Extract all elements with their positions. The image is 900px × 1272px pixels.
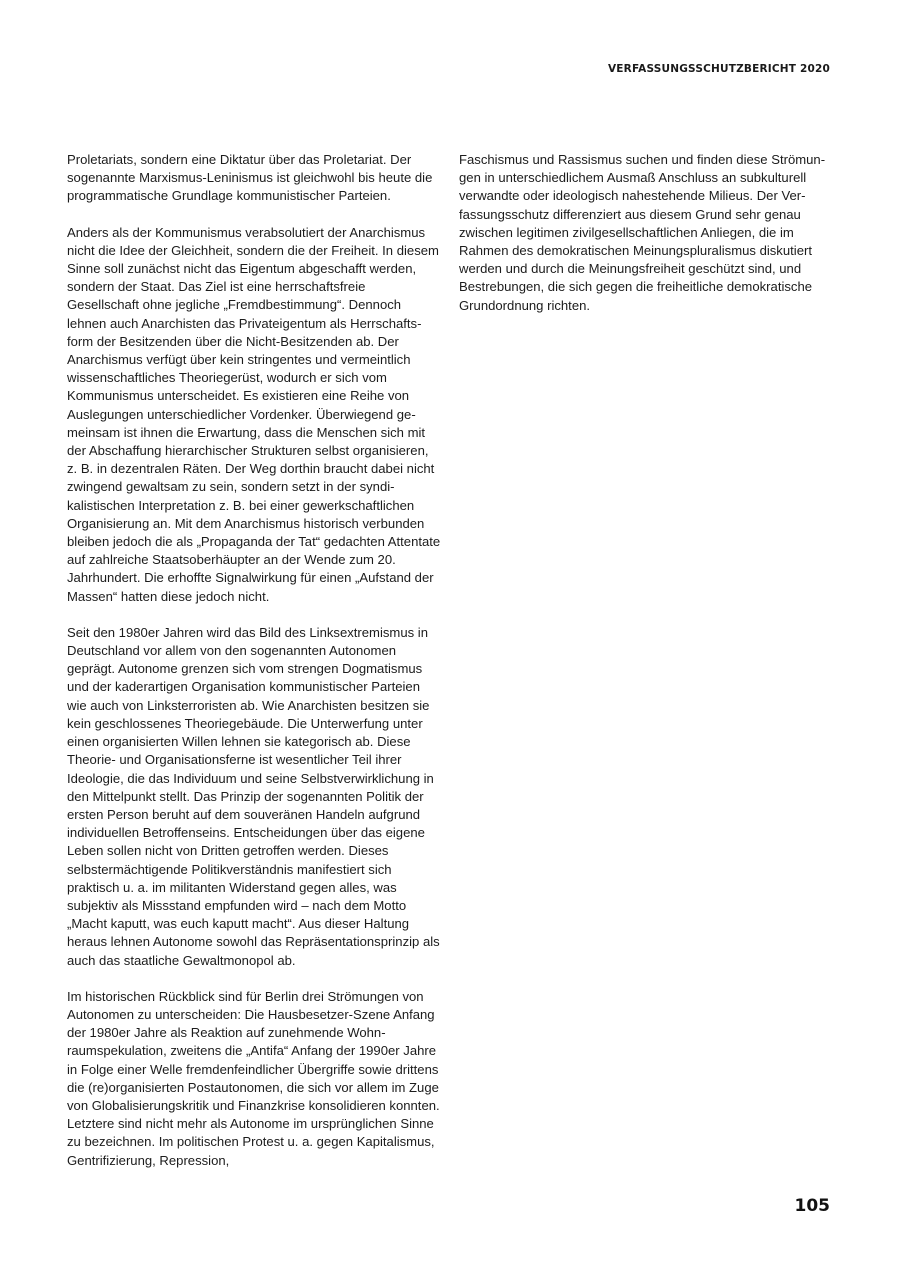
right-text-column [459, 151, 833, 333]
page-number: 105 [794, 1196, 830, 1216]
paragraph: Faschismus und Rassismus suchen und finden diese Strömungen in unterschiedlichem Ausmaß Anschluss an subkulturell verwandte oder ideologisch nahestehende Milieus. Der Verfassungsschutz differenziert aus diesem Grund sehr genau zwischen legitimen zivilgesellschaftlichen Anliegen, die im Rahmen des demokratischen Meinungspluralismus diskutiert werden und durch die Meinungsfreiheit geschützt sind, und Bestrebungen, die sich gegen die freiheitliche demokratische Grundordnung richten. [459, 152, 826, 313]
paragraph: Anders als der Kommunismus verabsolutiert der Anarchismus nicht die Idee der Gleichheit, sondern die der Freiheit. In diesem Sinne soll zunächst nicht das Eigentum abgeschafft werden, sondern der Staat. Das Ziel ist eine herrschaftsfreie Gesellschaft ohne jegliche „Fremdbestimmung“. Dennoch lehnen auch Anarchisten das Privateigentum als Herrschaftsform der Besitzenden über die Nicht-Besitzenden ab. Der Anarchismus verfügt über kein stringentes und vermeintlich wissenschaftliches Theoriegerüst, wodurch er sich vom Kommunismus unterscheidet. Es existieren eine Reihe von Auslegungen unterschiedlicher Vordenker. Überwiegend gemeinsam ist ihnen die Erwartung, dass die Menschen sich mit der Abschaffung hierarchischer Strukturen selbst organisieren, z. B. in dezentralen Räten. Der Weg dorthin braucht dabei nicht zwingend gewaltsam zu sein, sondern setzt in der syndikalistischen Interpretation z. B. bei einer gewerkschaftlichen Organisierung an. Mit dem Anarchismus historisch verbunden bleiben jedoch die als „Propaganda der Tat“ gedachten Attentate auf zahlreiche Staatsoberhäupter an der Wende zum 20. Jahrhundert. Die erhoffte Signalwirkung für einen „Aufstand der Massen“ hatten diese jedoch nicht. [67, 224, 441, 604]
running-header-title: VERFASSUNGSSCHUTZBERICHT 2020 [607, 63, 830, 75]
paragraph: Proletariats, sondern eine Diktatur über das Proletariat. Der sogenannte Marxismus-Leninismus ist gleichwohl bis heute die programmatische Grundlage kommunistischer Parteien. [67, 152, 433, 204]
paragraph: Im historischen Rückblick sind für Berlin drei Strömungen von Autonomen zu unterscheiden: Die Hausbesetzer-Szene Anfang der 1980er Jahre als Reaktion auf zunehmende Wohnraumspekulation, zweitens die „Antifa“ Anfang der 1990er Jahre in Folge einer Welle fremdenfeindlicher Übergriffe sowie drittens die (re)organisierten Postautonomen, die sich vor allem im Zuge von Globalisierungskritik und Finanzkrise konsolidieren konnten. Letztere sind nicht mehr als Autonome im ursprünglichen Sinne zu bezeichnen. Im politischen Protest u. a. gegen Kapitalismus, Gentrifizierung, Repression, [67, 988, 440, 1168]
left-text-column [67, 151, 441, 1188]
paragraph: Seit den 1980er Jahren wird das Bild des Linksextremismus in Deutschland vor allem von den sogenannten Autonomen geprägt. Autonome grenzen sich vom strengen Dogmatismus und der kaderartigen Organisation kommunistischer Parteien wie auch von Linksterroristen ab. Wie Anarchisten besitzen sie kein geschlossenes Theoriegebäude. Die Unterwerfung unter einen organisierten Willen lehnen sie kategorisch ab. Diese Theorie- und Organisationsferne ist wesentlicher Teil ihrer Ideologie, die das Individuum und seine Selbstverwirklichung in den Mittelpunkt stellt. Das Prinzip der sogenannten Politik der ersten Person beruht auf dem souveränen Handeln aufgrund individuellen Betroffenseins. Entscheidungen über das eigene Leben sollen nicht von Dritten getroffen werden. Dieses selbstermächtigende Politikverständnis manifestiert sich praktisch u. a. im militanten Widerstand gegen alles, was subjektiv als Missstand empfunden wird – nach dem Motto „Macht kaputt, was euch kaputt macht“. Aus dieser Haltung heraus lehnen Autonome sowohl das Repräsentationsprinzip als auch das staatliche Gewaltmonopol ab. [67, 624, 440, 968]
